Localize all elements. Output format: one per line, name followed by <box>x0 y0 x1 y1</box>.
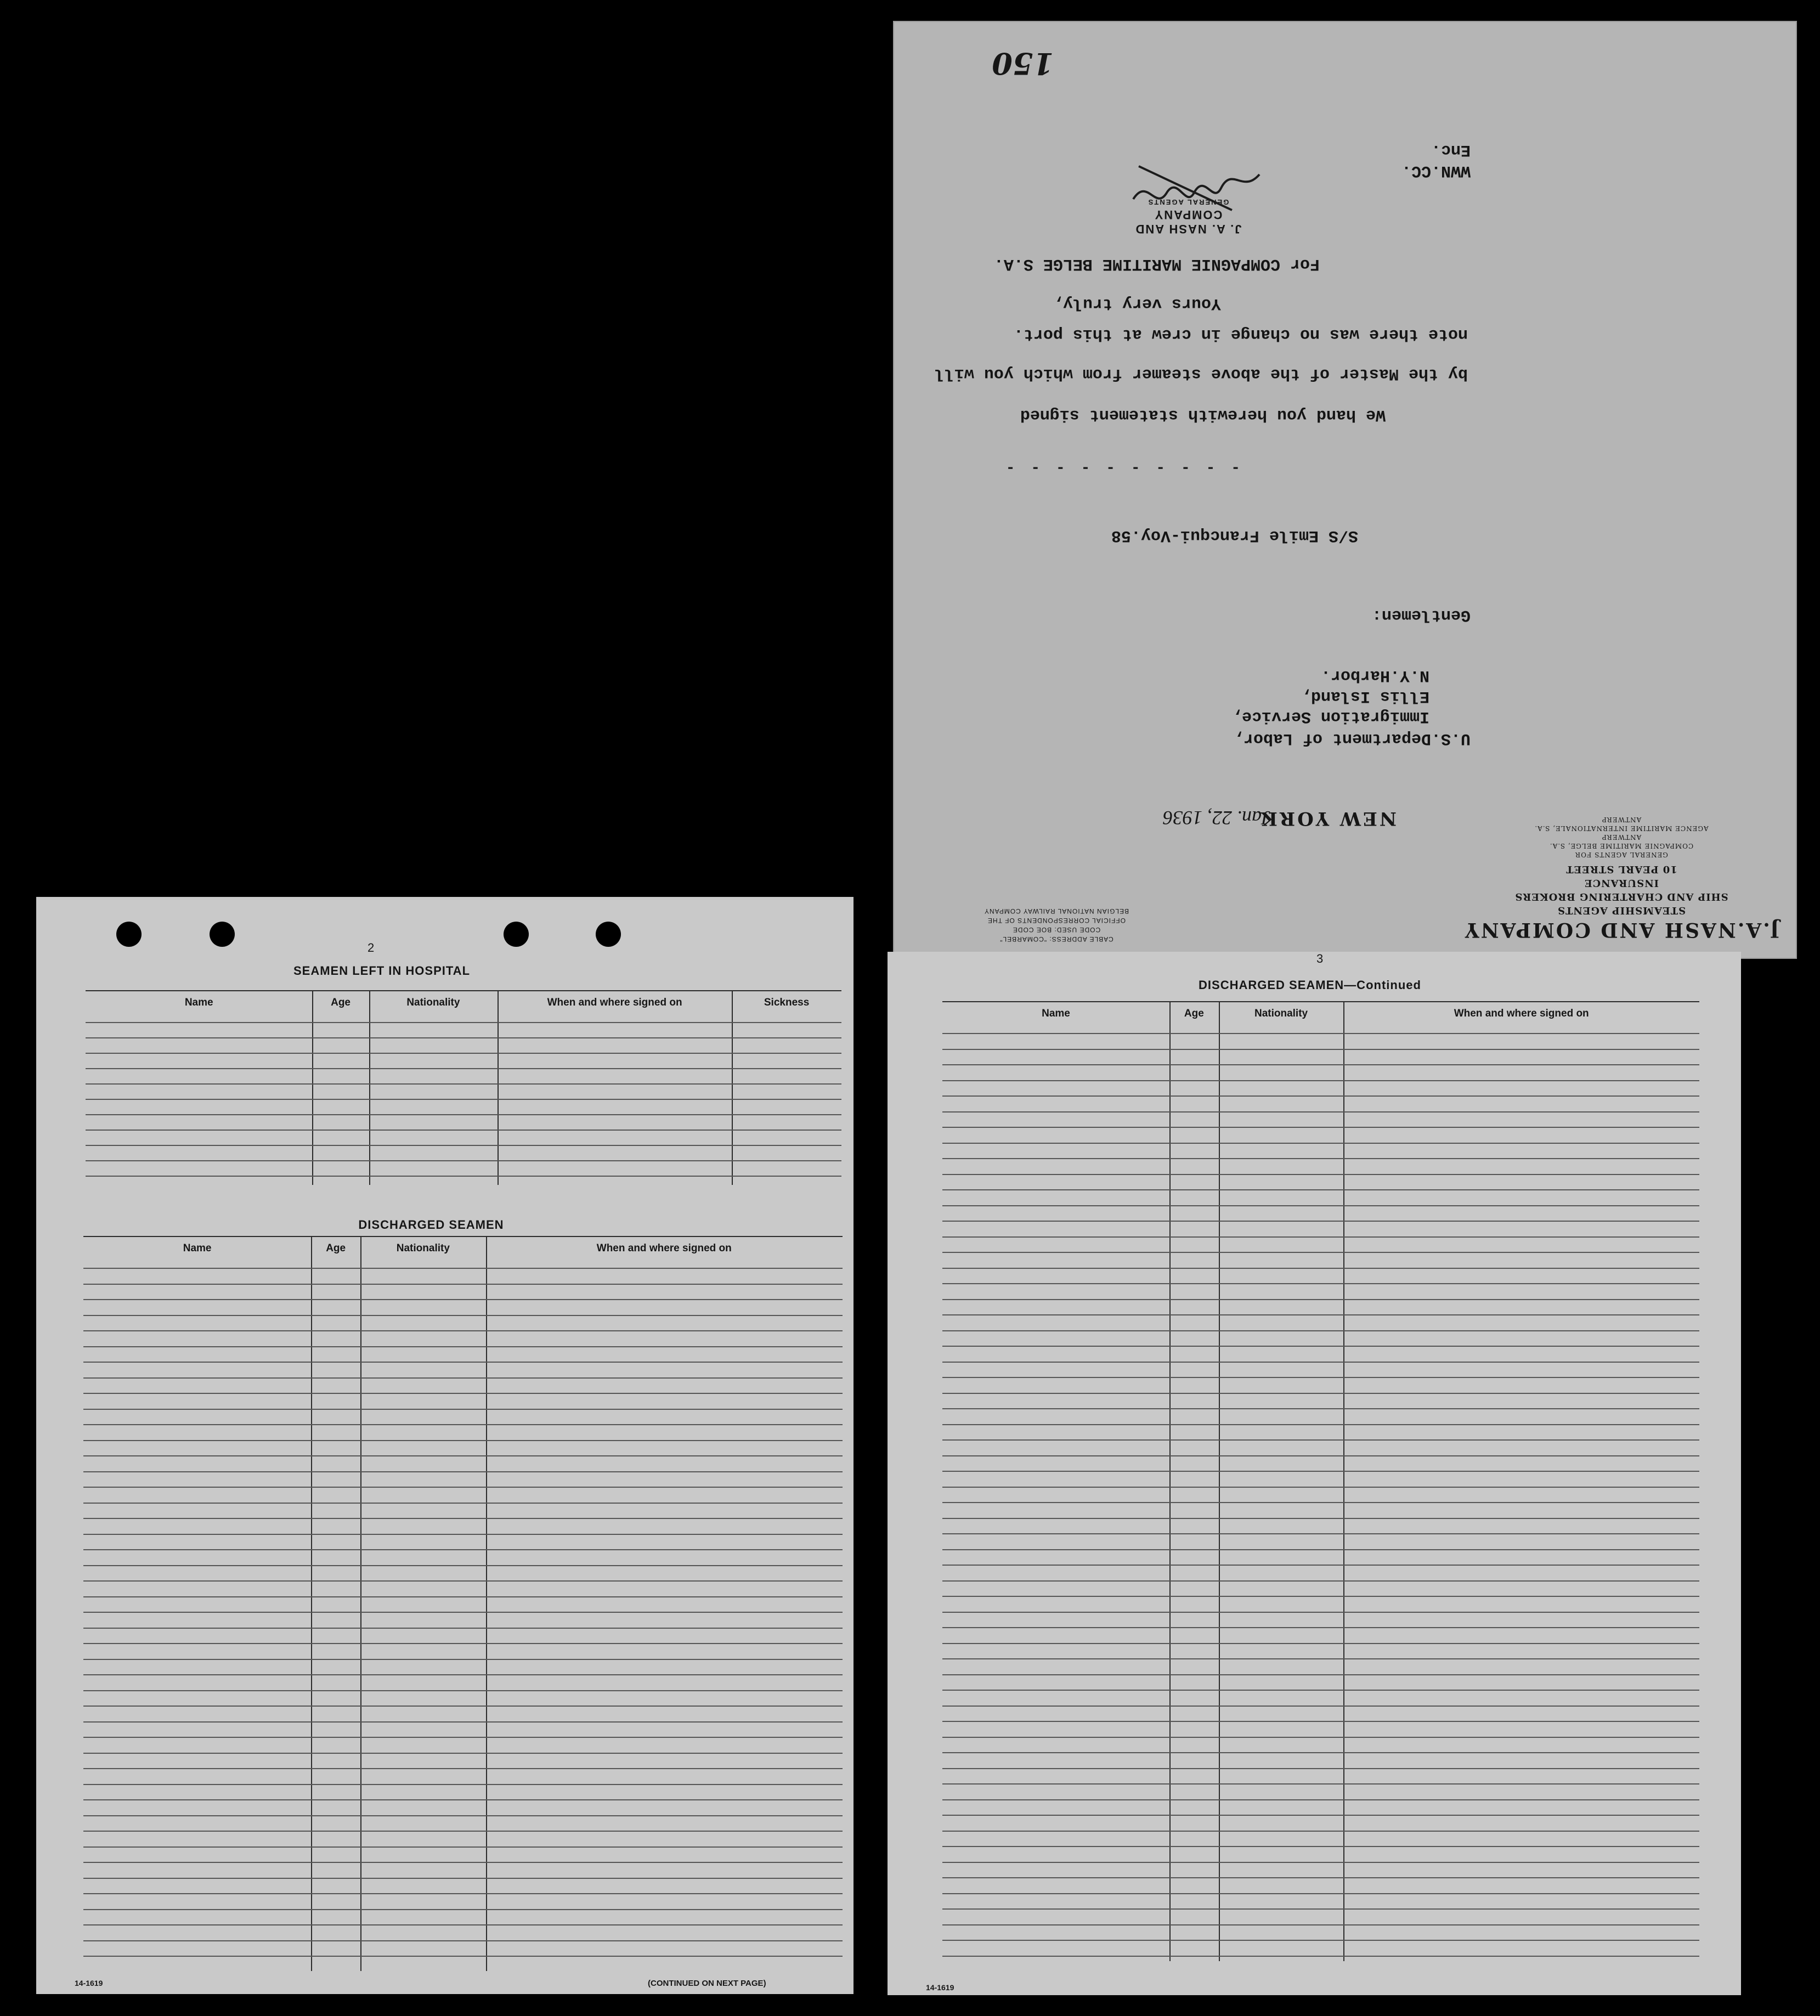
form-number: 14-1619 <box>75 1979 103 1987</box>
column-header: Age <box>326 1243 346 1254</box>
table-row <box>83 1909 843 1910</box>
table-row <box>83 1487 843 1488</box>
column-divider <box>732 990 733 1185</box>
table-row <box>942 1721 1699 1722</box>
page-number: 2 <box>368 941 375 955</box>
table-row <box>83 1409 843 1410</box>
table-row <box>942 1471 1699 1472</box>
table-row <box>942 1799 1699 1800</box>
table-row <box>942 1674 1699 1675</box>
column-divider <box>369 990 370 1185</box>
closing: Yours very truly, <box>1053 294 1221 313</box>
agent-name: J. A. NASH AND COMPANY <box>1134 208 1242 236</box>
table-row <box>83 1643 843 1644</box>
company-line-2: SHIP AND CHARTERING BROKERS <box>1514 891 1728 902</box>
table-row <box>942 1221 1699 1222</box>
column-header: Name <box>1042 1008 1070 1019</box>
cable-line-4: BELGIAN NATIONAL RAILWAY COMPANY <box>984 907 1129 915</box>
table-row <box>83 1596 843 1597</box>
continued-note: (CONTINUED ON NEXT PAGE) <box>648 1979 766 1988</box>
table-row <box>942 1330 1699 1331</box>
table-row <box>942 1127 1699 1128</box>
table-row <box>942 1940 1699 1941</box>
table-row <box>83 1565 843 1566</box>
column-header: Nationality <box>406 997 460 1008</box>
body-line-1: We hand you herewith statement signed <box>1020 405 1386 424</box>
table-row <box>942 1596 1699 1597</box>
table-row <box>942 1189 1699 1190</box>
table-row <box>83 1377 843 1379</box>
table-row <box>942 1408 1699 1409</box>
table-row <box>83 1440 843 1441</box>
table-top-rule <box>86 990 841 991</box>
subject-line: S/S Emile Francqui-Voy.58 <box>1111 526 1358 545</box>
table-row <box>942 1346 1699 1347</box>
letter-date: Jan. 22, 1936 <box>1163 807 1270 829</box>
table-row <box>942 1064 1699 1065</box>
table-row <box>942 1627 1699 1628</box>
column-divider <box>1343 1001 1344 1961</box>
cover-letter <box>893 21 1797 959</box>
agent-for-line-1: GENERAL AGENTS FOR <box>1575 851 1668 859</box>
table-row <box>942 1768 1699 1769</box>
column-header: When and where signed on <box>596 1243 732 1254</box>
table-row <box>942 1831 1699 1832</box>
cable-line-3: OFFICIAL CORRESPONDENTS OF THE <box>987 917 1126 924</box>
table-row <box>942 1643 1699 1644</box>
letter-city: NEW YORK <box>1259 807 1397 829</box>
table-row <box>942 1612 1699 1613</box>
table-row <box>942 1095 1699 1097</box>
column-header: Nationality <box>396 1243 450 1254</box>
agent-title: GENERAL AGENTS <box>1147 198 1229 206</box>
table-row <box>83 1518 843 1519</box>
table-row <box>86 1053 841 1054</box>
table-row <box>942 1205 1699 1206</box>
column-header: Nationality <box>1254 1008 1308 1019</box>
table-row <box>942 1658 1699 1659</box>
table-row <box>83 1956 843 1957</box>
table-row <box>83 1831 843 1832</box>
table-row <box>83 1362 843 1363</box>
table-row <box>86 1130 841 1131</box>
table-row <box>86 1114 841 1115</box>
body-line-3: note there was no change in crew at this port. <box>1013 325 1468 343</box>
punch-hole <box>596 922 621 947</box>
table-row <box>83 1815 843 1816</box>
table-row <box>86 1022 841 1023</box>
table-row <box>942 1424 1699 1425</box>
table-row <box>942 1049 1699 1050</box>
table-row <box>83 1674 843 1675</box>
table-row <box>86 1099 841 1100</box>
column-header: When and where signed on <box>1454 1008 1589 1019</box>
enclosure: Enc. <box>1431 140 1471 159</box>
recipient-line-1: U.S.Department of Labor, <box>1233 729 1471 748</box>
signature <box>1122 161 1265 227</box>
table-row <box>942 1268 1699 1269</box>
table-row <box>942 1690 1699 1691</box>
table-row <box>942 1439 1699 1441</box>
letterhead <box>1462 815 1781 941</box>
table-row <box>942 1111 1699 1113</box>
table-row <box>83 1846 843 1848</box>
form-page-left <box>36 897 854 1994</box>
table-row <box>942 1518 1699 1519</box>
recipient-line-4: N.Y.Harbor. <box>1320 666 1429 685</box>
table-row <box>83 1393 843 1394</box>
table-row <box>942 1362 1699 1363</box>
table-top-rule <box>83 1236 843 1237</box>
cable-line-1: CABLE ADDRESS: "COMARBEL" <box>999 935 1114 943</box>
table-row <box>942 1174 1699 1175</box>
table-row <box>942 1846 1699 1847</box>
table-row <box>83 1346 843 1347</box>
table-row <box>83 1768 843 1769</box>
table-row <box>83 1628 843 1629</box>
subject-underline: - - - - - - - - - - <box>1002 459 1240 476</box>
company-line-3: INSURANCE <box>1584 877 1659 889</box>
table-row <box>83 1268 843 1269</box>
table-row <box>86 1176 841 1177</box>
table-row <box>83 1784 843 1785</box>
table-row <box>942 1752 1699 1753</box>
table-row <box>83 1534 843 1535</box>
table-row <box>83 1503 843 1504</box>
table-row <box>86 1160 841 1161</box>
table-row <box>83 1471 843 1472</box>
initials: WWN.CC. <box>1401 161 1471 180</box>
table-row <box>942 1706 1699 1707</box>
table-row <box>83 1878 843 1879</box>
stamp-number: 150 <box>992 46 1054 81</box>
company-address: 10 PEARL STREET <box>1565 863 1677 875</box>
table-row <box>942 1299 1699 1300</box>
agent-for-line-3: ANTWERP <box>1601 833 1642 841</box>
discharged-table <box>83 1236 843 1971</box>
column-header: Age <box>331 997 351 1008</box>
table-row <box>83 1721 843 1723</box>
table-row <box>942 1956 1699 1957</box>
table-row <box>942 1815 1699 1816</box>
cable-line-2: CODE USED: BOE CODE <box>1012 926 1101 934</box>
salutation: Gentlemen: <box>1371 606 1471 624</box>
table-row <box>942 1236 1699 1238</box>
column-header: Name <box>183 1243 212 1254</box>
company-name: J.A.NASH AND COMPANY <box>1463 918 1780 941</box>
table-row <box>86 1068 841 1069</box>
column-divider <box>312 990 313 1185</box>
column-header: Sickness <box>764 997 810 1008</box>
table-row <box>942 1737 1699 1738</box>
table-row <box>942 1580 1699 1582</box>
column-header: Name <box>184 997 213 1008</box>
table-row <box>942 1143 1699 1144</box>
discharged-continued-title: DISCHARGED SEAMEN—Continued <box>1199 978 1421 992</box>
column-header: Age <box>1184 1008 1204 1019</box>
form-number: 14-1619 <box>926 1983 954 1992</box>
table-row <box>83 1862 843 1863</box>
table-row <box>83 1799 843 1800</box>
table-row <box>942 1533 1699 1534</box>
table-row <box>83 1940 843 1941</box>
table-row <box>83 1315 843 1316</box>
table-row <box>83 1706 843 1707</box>
column-divider <box>1219 1001 1220 1961</box>
discharged-section-title: DISCHARGED SEAMEN <box>358 1218 504 1232</box>
table-row <box>86 1083 841 1085</box>
column-divider <box>1169 1001 1171 1961</box>
body-line-2: by the Master of the above steamer from which you will <box>934 364 1468 383</box>
table-row <box>83 1330 843 1331</box>
table-row <box>83 1284 843 1285</box>
table-row <box>942 1455 1699 1456</box>
table-row <box>942 1893 1699 1894</box>
cable-info <box>908 906 1205 944</box>
table-row <box>942 1487 1699 1488</box>
table-row <box>83 1659 843 1660</box>
table-row <box>83 1580 843 1582</box>
agent-for-line-2: COMPAGNIE MARITIME BELGE, S.A. <box>1549 842 1694 850</box>
table-row <box>942 1393 1699 1394</box>
recipient-line-2: Immigration Service, <box>1231 707 1429 726</box>
table-row <box>942 1862 1699 1863</box>
table-row <box>942 1502 1699 1503</box>
punch-hole <box>116 922 142 947</box>
for-company-line: For COMPAGNIE MARITIME BELGE S.A. <box>993 255 1320 273</box>
table-top-rule <box>942 1001 1699 1002</box>
discharged-continued-table <box>942 1001 1699 1961</box>
table-row <box>86 1037 841 1038</box>
table-row <box>942 1283 1699 1284</box>
agent-for-line-5: ANTWERP <box>1601 816 1642 823</box>
table-row <box>83 1299 843 1300</box>
recipient-line-3: Ellis Island, <box>1301 687 1429 705</box>
table-row <box>83 1612 843 1613</box>
table-row <box>83 1424 843 1425</box>
table-row <box>942 1314 1699 1315</box>
table-row <box>942 1377 1699 1378</box>
table-row <box>942 1783 1699 1785</box>
table-row <box>942 1252 1699 1253</box>
table-row <box>83 1690 843 1691</box>
company-line-1: STEAMSHIP AGENTS <box>1557 905 1686 916</box>
column-header: When and where signed on <box>547 997 682 1008</box>
table-row <box>942 1033 1699 1034</box>
table-row <box>942 1908 1699 1910</box>
table-row <box>83 1893 843 1894</box>
table-row <box>942 1924 1699 1925</box>
table-row <box>83 1753 843 1754</box>
punch-hole <box>504 922 529 947</box>
table-row <box>86 1145 841 1146</box>
table-row <box>83 1924 843 1925</box>
table-row <box>942 1549 1699 1550</box>
page-number: 3 <box>1316 952 1324 965</box>
table-row <box>942 1877 1699 1878</box>
punch-hole <box>210 922 235 947</box>
table-row <box>83 1549 843 1550</box>
column-divider <box>498 990 499 1185</box>
agent-for-line-4: AGENCE MARITIME INTERNATIONALE, S.A. <box>1534 825 1709 832</box>
table-row <box>942 1080 1699 1081</box>
form-page-right <box>888 952 1741 1995</box>
table-row <box>83 1455 843 1456</box>
hospital-table <box>86 990 841 1185</box>
table-row <box>83 1737 843 1738</box>
hospital-section-title: SEAMEN LEFT IN HOSPITAL <box>293 964 471 978</box>
table-row <box>942 1158 1699 1159</box>
table-row <box>942 1565 1699 1566</box>
